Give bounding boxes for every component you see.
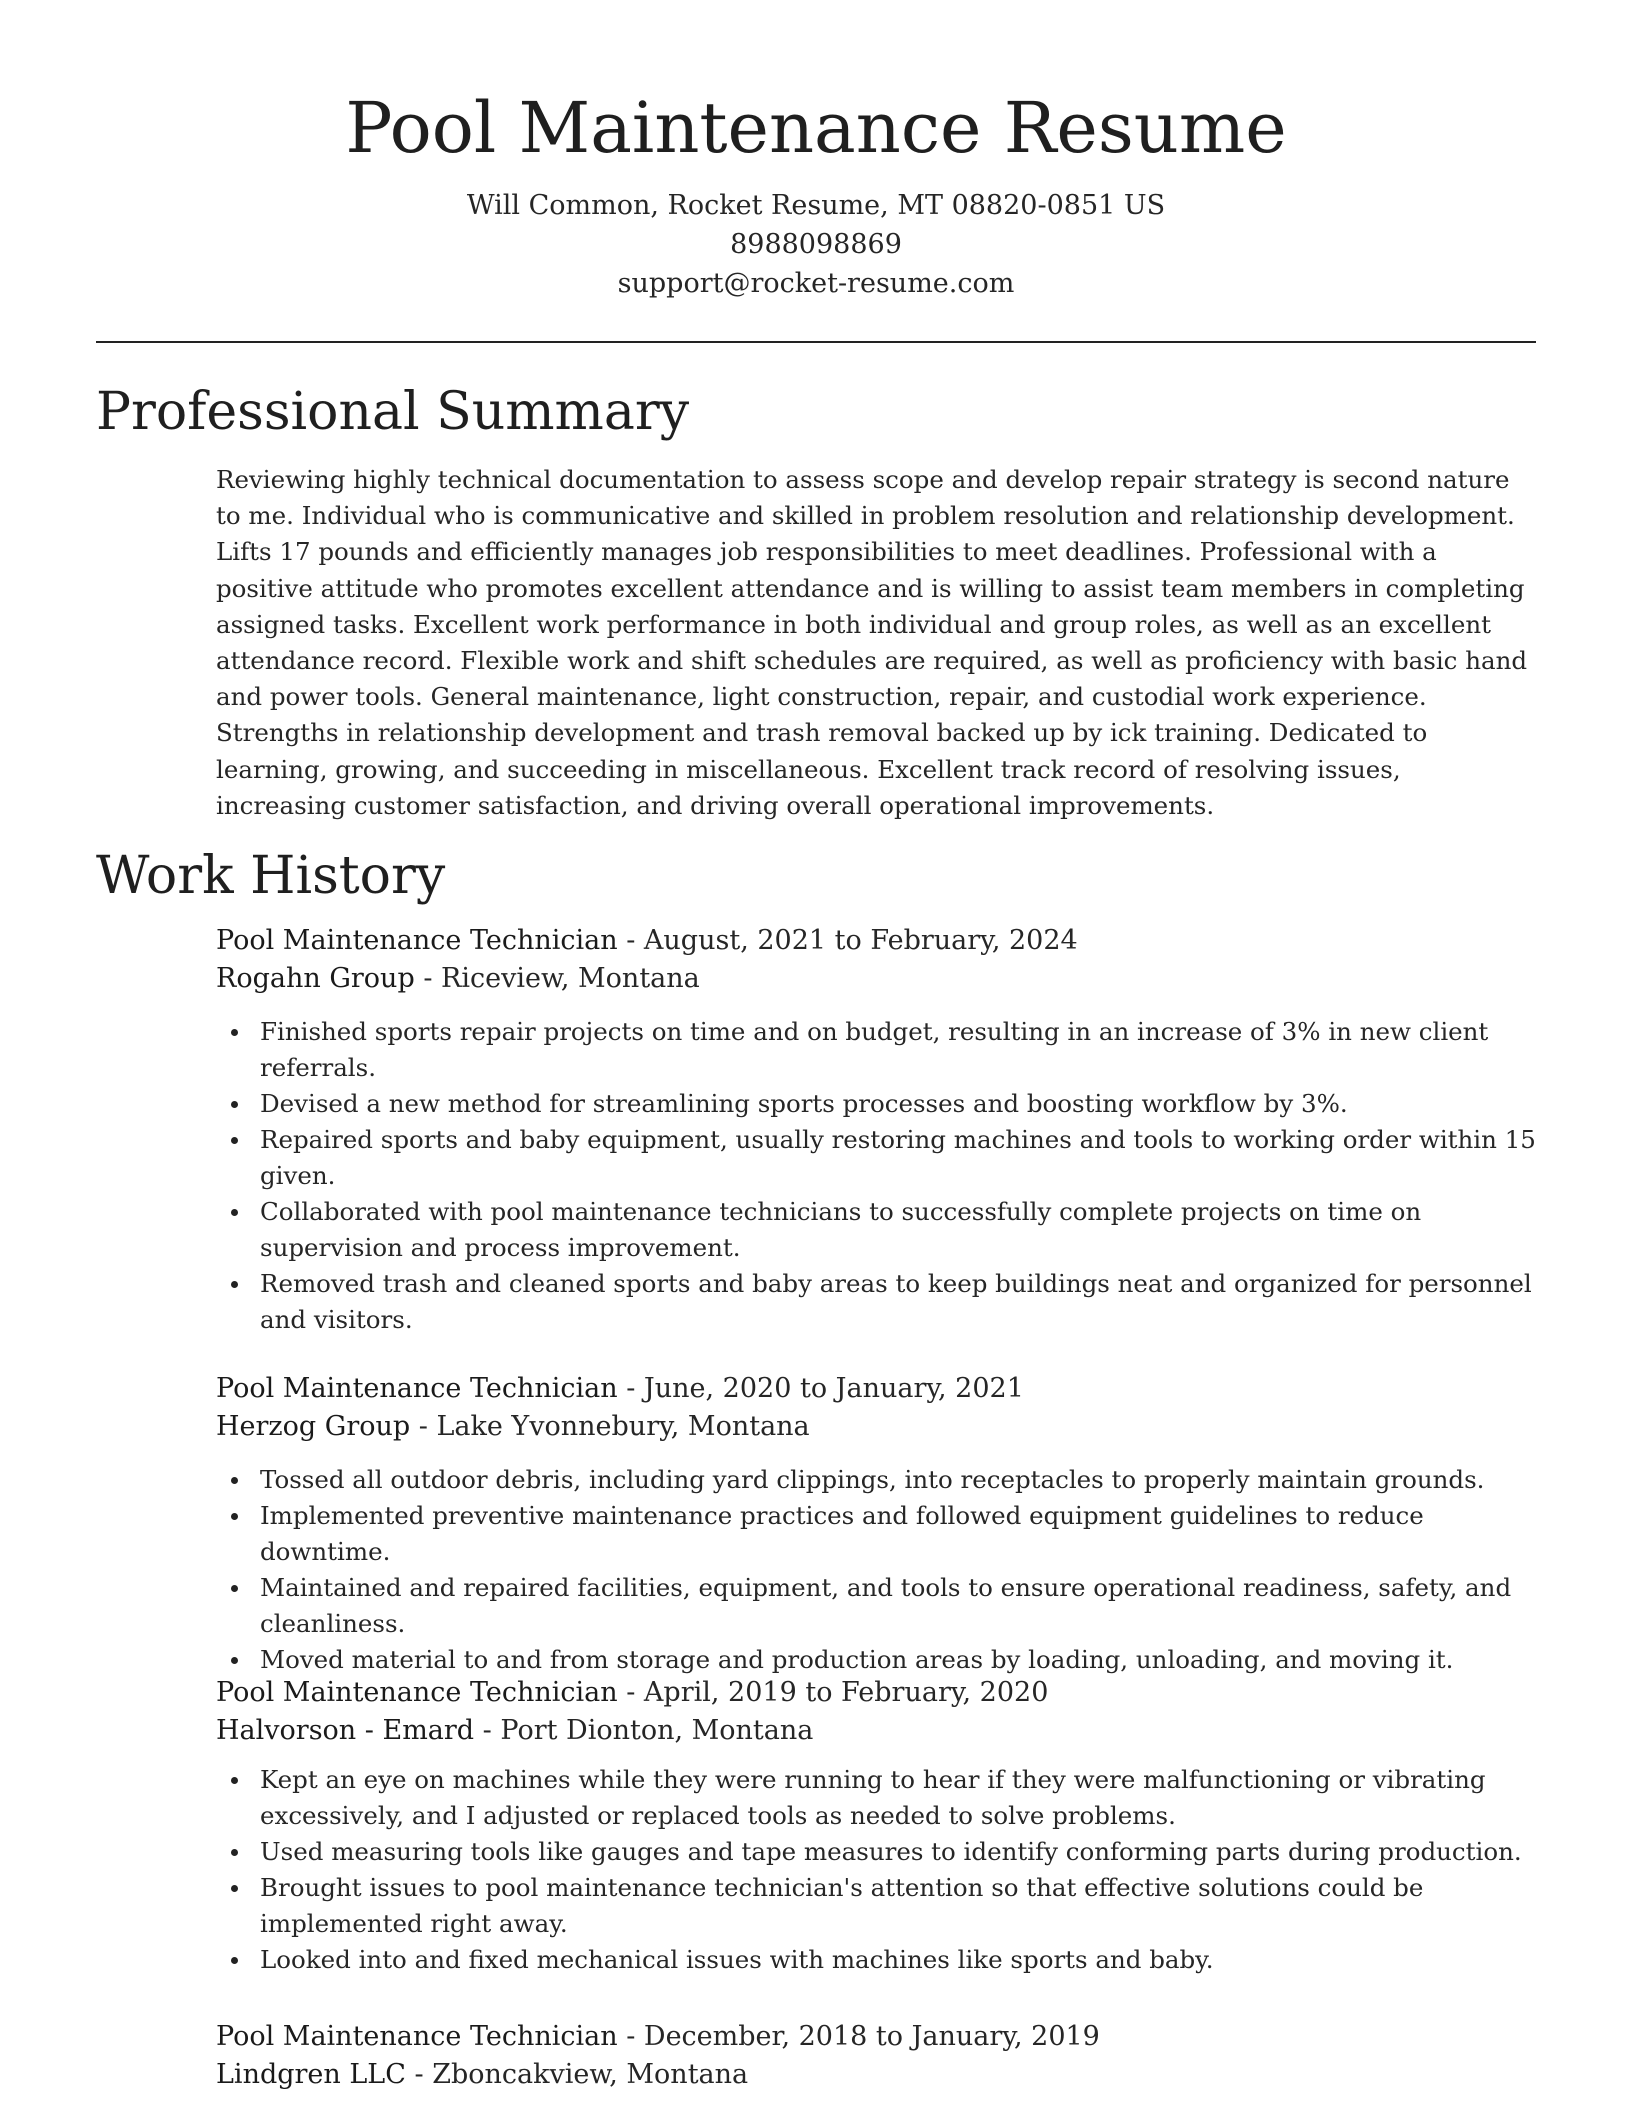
contact-phone: 8988098869 (730, 229, 902, 260)
work-history-heading: Work History (96, 846, 446, 906)
job-title: Pool Maintenance Technician (216, 2021, 618, 2052)
job-bullets (216, 1014, 1538, 1338)
job-bullet: Looked into and fixed mechanical issues with machines like sports and baby. (216, 1942, 1538, 1978)
resume-header (0, 80, 1632, 303)
summary-text: Reviewing highly technical documentation to assess scope and develop repair strategy is second nature to me. Individual who is communicative and skilled in problem resolution and relationship development. Lifts 17 pounds and efficiently manages job responsibilities to meet deadlines. Professional with a positive attitude who promotes excellent attendance and is willing to assist team members in completing assigned tasks. Excellent work performance in both individual and group roles, as well as an excellent attendance record. Flexible work and shift schedules are required, as well as proficiency with basic hand and power tools. General maintenance, light construction, repair, and custodial work experience. Strengths in relationship development and trash removal backed up by ick training. Dedicated to learning, growing, and succeeding in miscellaneous. Excellent track record of resolving issues, increasing customer satisfaction, and driving overall operational improvements. (216, 465, 1528, 820)
job-entry (216, 1370, 1538, 1678)
job-bullet: Maintained and repaired facilities, equipment, and tools to ensure operational readiness, safety, and cleanliness. (216, 1570, 1538, 1642)
job-company-line: Lindgren LLC - Zboncakview, Montana (216, 2059, 749, 2090)
contact-email: support@rocket-resume.com (617, 268, 1015, 299)
job-title: Pool Maintenance Technician (216, 925, 618, 956)
job-location: Zboncakview, Montana (432, 2059, 749, 2090)
job-bullet: Collaborated with pool maintenance technicians to successfully complete projects on time on supervision and process improvement. (216, 1194, 1538, 1266)
job-bullet: Kept an eye on machines while they were running to hear if they were malfunctioning or vibrating excessively, and I adjusted or replaced tools as needed to solve problems. (216, 1762, 1538, 1834)
job-title-line: Pool Maintenance Technician - June, 2020 to January, 2021 (216, 1373, 1024, 1404)
job-company-line: Halvorson - Emard - Port Dionton, Montana (216, 1715, 814, 1746)
job-entry (216, 2018, 1538, 2094)
job-bullets (216, 1462, 1538, 1678)
job-dates: April, 2019 to February, 2020 (643, 1677, 1049, 1708)
job-company: Rogahn Group (216, 963, 415, 994)
job-bullet: Brought issues to pool maintenance technician's attention so that effective solutions could be implemented right away. (216, 1870, 1538, 1942)
contact-address: Will Common, Rocket Resume, MT 08820-0851 US (466, 190, 1166, 221)
job-title: Pool Maintenance Technician (216, 1677, 618, 1708)
job-bullets (216, 1762, 1538, 1978)
job-bullet: Removed trash and cleaned sports and baby areas to keep buildings neat and organized for personnel and visitors. (216, 1266, 1538, 1338)
job-company: Herzog Group (216, 1411, 411, 1442)
job-title-line: Pool Maintenance Technician - April, 2019 to February, 2020 (216, 1677, 1049, 1708)
job-entry (216, 922, 1538, 1338)
header-divider (96, 341, 1536, 343)
job-company-line: Rogahn Group - Riceview, Montana (216, 963, 700, 994)
job-title-line: Pool Maintenance Technician - August, 2021 to February, 2024 (216, 925, 1078, 956)
job-bullet: Tossed all outdoor debris, including yard clippings, into receptacles to properly maintain grounds. (216, 1462, 1538, 1498)
job-bullet: Finished sports repair projects on time and on budget, resulting in an increase of 3% in new client referrals. (216, 1014, 1538, 1086)
job-title: Pool Maintenance Technician (216, 1373, 618, 1404)
job-bullet: Moved material to and from storage and production areas by loading, unloading, and moving it. (216, 1642, 1538, 1678)
job-dates: December, 2018 to January, 2019 (643, 2021, 1100, 2052)
job-bullet: Repaired sports and baby equipment, usually restoring machines and tools to working order within 15 given. (216, 1122, 1538, 1194)
job-company: Lindgren LLC (216, 2059, 406, 2090)
job-bullet: Implemented preventive maintenance practices and followed equipment guidelines to reduce downtime. (216, 1498, 1538, 1570)
job-location: Riceview, Montana (441, 963, 700, 994)
job-bullet: Devised a new method for streamlining sports processes and boosting workflow by 3%. (216, 1086, 1538, 1122)
job-company-line: Herzog Group - Lake Yvonnebury, Montana (216, 1411, 810, 1442)
job-entry (216, 1674, 1538, 1978)
job-dates: June, 2020 to January, 2021 (643, 1373, 1024, 1404)
job-location: Lake Yvonnebury, Montana (436, 1411, 810, 1442)
job-company: Halvorson - Emard (216, 1715, 475, 1746)
summary-heading: Professional Summary (96, 382, 690, 442)
job-location: Port Dionton, Montana (500, 1715, 814, 1746)
job-bullet: Used measuring tools like gauges and tape measures to identify conforming parts during production. (216, 1834, 1538, 1870)
resume-title: Pool Maintenance Resume (345, 87, 1287, 169)
job-title-line: Pool Maintenance Technician - December, 2018 to January, 2019 (216, 2021, 1100, 2052)
job-dates: August, 2021 to February, 2024 (643, 925, 1078, 956)
